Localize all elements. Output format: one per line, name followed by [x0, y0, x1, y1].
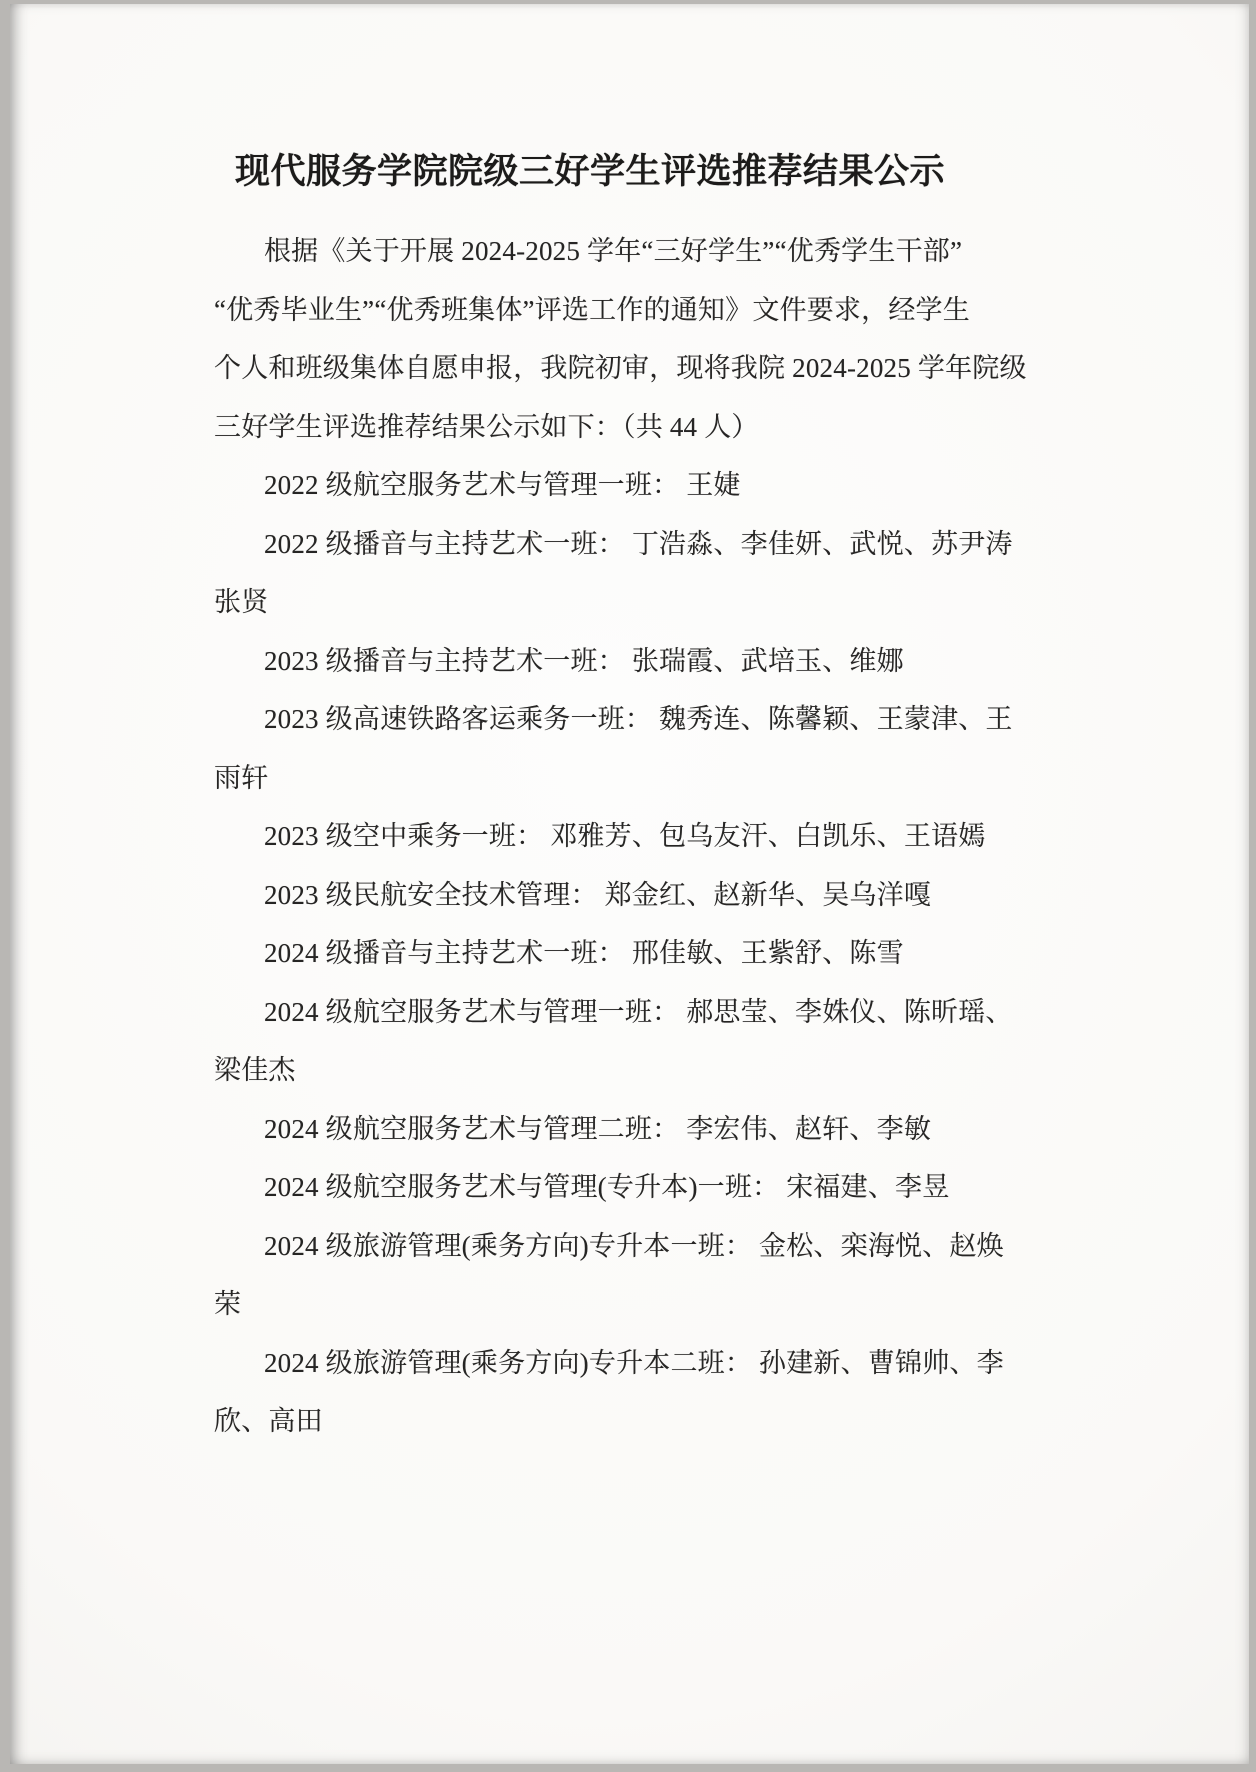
entry-line: 2022 级播音与主持艺术一班： 丁浩淼、李佳妍、武悦、苏尹涛: [263, 528, 1013, 559]
entry-line: 2023 级空中乘务一班： 邓雅芳、包乌友汗、白凯乐、王语嫣: [263, 821, 986, 851]
document-body: [214, 222, 1027, 1451]
entry-line: 2023 级民航安全技术管理： 郑金红、赵新华、吴乌洋嘎: [263, 879, 932, 910]
entry-line: 雨轩: [214, 762, 269, 793]
entry-line: 2024 级航空服务艺术与管理一班： 郝思莹、李姝仪、陈昕瑶、: [263, 996, 1013, 1027]
entry-line: 2024 级航空服务艺术与管理(专升本)一班： 宋福建、李昱: [263, 1172, 950, 1202]
intro-line: 三好学生评选推荐结果公示如下：（共 44 人）: [214, 411, 759, 442]
entry-line: 2024 级航空服务艺术与管理二班： 李宏伟、赵轩、李敏: [263, 1113, 932, 1144]
entry-line: 张贤: [214, 587, 269, 617]
document-content: [214, 144, 1027, 1451]
entry-line: 荣: [214, 1289, 242, 1319]
entry-line: 2022 级航空服务艺术与管理一班： 王婕: [263, 470, 741, 500]
intro-line: 个人和班级集体自愿申报，我院初审，现将我院 2024-2025 学年院级: [214, 353, 1027, 383]
intro-line: “优秀毕业生”“优秀班集体”评选工作的通知》文件要求，经学生: [214, 294, 970, 325]
entry-line: 2023 级播音与主持艺术一班： 张瑞霞、武培玉、维娜: [263, 645, 904, 676]
entry-line: 2023 级高速铁路客运乘务一班： 魏秀连、陈馨颖、王蒙津、王: [263, 704, 1013, 734]
entry-line: 2024 级播音与主持艺术一班： 邢佳敏、王紫舒、陈雪: [263, 938, 904, 968]
entry-line: 欣、高田: [214, 1406, 323, 1436]
intro-line: 根据《关于开展 2024-2025 学年“三好学生”“优秀学生干部”: [263, 236, 963, 266]
entry-line: 梁佳杰: [214, 1055, 296, 1085]
document-page: [10, 4, 1249, 1764]
document-title: 现代服务学院院级三好学生评选推荐结果公示: [234, 152, 945, 191]
entry-line: 2024 级旅游管理(乘务方向)专升本一班： 金松、栾海悦、赵焕: [263, 1230, 1004, 1261]
entry-line: 2024 级旅游管理(乘务方向)专升本二班： 孙建新、曹锦帅、李: [263, 1347, 1004, 1378]
